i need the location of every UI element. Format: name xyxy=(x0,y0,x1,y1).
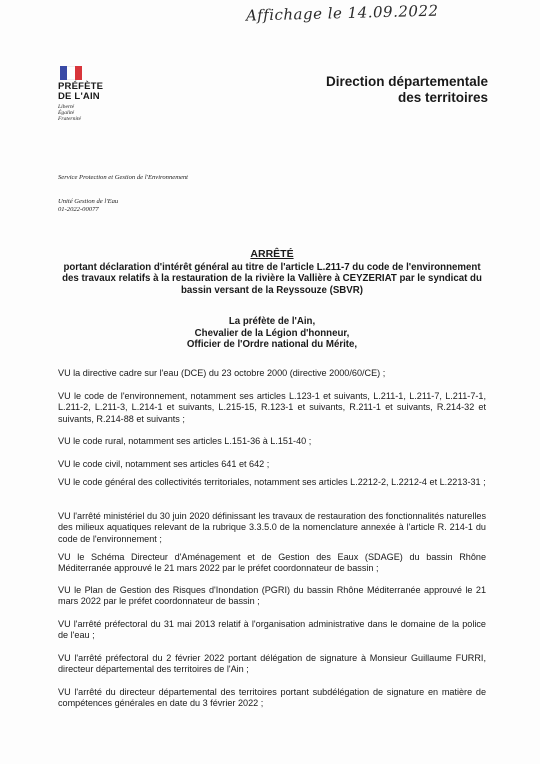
marianne-flag-icon xyxy=(60,66,82,80)
prefecture-logo xyxy=(58,66,118,122)
visa-pgri: VU le Plan de Gestion des Risques d'Inondation (PGRI) du bassin Rhône Méditerranée approuvé le 21 mars 2022 par le préfet coordonnateur de bassin ; xyxy=(58,585,486,607)
arrete-heading: ARRÊTÉ xyxy=(250,248,294,260)
visa-arrete-police-eau: VU l'arrêté préfectoral du 31 mai 2013 relatif à l'organisation administrative dans le domaine de la police de l'eau ; xyxy=(58,619,486,641)
logo-line-1: PRÉFÈTE xyxy=(58,81,104,92)
motto-liberte: Liberté xyxy=(58,104,75,110)
prefete-block xyxy=(58,316,486,351)
unit-name: Unité Gestion de l'Eau xyxy=(58,198,119,205)
visa-code-rural: VU le code rural, notamment ses articles L.151-36 à L.151-40 ; xyxy=(58,436,312,446)
handwritten-note: Affichage le 14.09.2022 xyxy=(245,1,439,25)
logo-motto xyxy=(58,104,118,122)
visa-code-environnement: VU le code de l'environnement, notamment ses articles L.123-1 et suivants, L.211-1, L.211-7, L.211-7-1, L.211-2, L.211-3, L.214-1 et suivants, L.215-15, R.123-1 et suivants, R.211-1 et suivants, R.214-32 et suivants, R.214-88 et suivants ; xyxy=(58,391,486,424)
motto-egalite: Égalité xyxy=(58,110,75,116)
visa-arrete-ministeriel: VU l'arrêté ministériel du 30 juin 2020 définissant les travaux de restauration des fonctionnalités naturelles des milieux aquatiques relevant de la rubrique 3.3.5.0 de la nomenclature annexée à l'article R. 214-1 du code de l'environnement ; xyxy=(58,511,486,544)
direction-line-1: Direction départementale xyxy=(325,74,488,89)
direction-line-2: des territoires xyxy=(397,90,488,105)
prefete-line-1: La préfète de l'Ain, xyxy=(228,316,316,327)
direction-header xyxy=(326,74,488,106)
prefete-line-3: Officier de l'Ordre national du Mérite, xyxy=(186,339,358,351)
arrete-title xyxy=(58,248,486,296)
visa-dce: VU la directive cadre sur l'eau (DCE) du 23 octobre 2000 (directive 2000/60/CE) ; xyxy=(58,368,386,378)
service-name: Service Protection et Gestion de l'Environnement xyxy=(58,174,189,181)
unit-block xyxy=(58,198,118,214)
reference-number: 01-2022-00077 xyxy=(58,206,99,213)
visa-subdelegation: VU l'arrêté du directeur départemental des territoires portant subdélégation de signature en matière de compétences générales en date du 3 février 2022 ; xyxy=(58,687,486,709)
arrete-subject: portant déclaration d'intérêt général au titre de l'article L.211-7 du code de l'environnement des travaux relatifs à la restauration de la rivière la Vallière à CEYZERIAT par le syndicat du bassin versant de la Reyssouze (SBVR) xyxy=(62,262,482,296)
visa-cgct: VU le code général des collectivités territoriales, notamment ses articles L.2212-2, L.2212-4 et L.2213-31 ; xyxy=(58,477,486,487)
visa-delegation-signature: VU l'arrêté préfectoral du 2 février 2022 portant délégation de signature à Monsieur Guillaume FURRI, directeur départemental des territoires de l'Ain ; xyxy=(58,653,486,675)
prefete-line-2: Chevalier de la Légion d'honneur, xyxy=(194,327,350,339)
visa-sdage: VU le Schéma Directeur d'Aménagement et de Gestion des Eaux (SDAGE) du bassin Rhône Méditerranée approuvé le 21 mars 2022 par le préfet coordonnateur de bassin ; xyxy=(58,552,486,574)
motto-fraternite: Fraternité xyxy=(58,116,81,122)
visa-code-civil: VU le code civil, notamment ses articles 641 et 642 ; xyxy=(58,459,270,469)
logo-line-2: DE L'AIN xyxy=(58,91,100,102)
